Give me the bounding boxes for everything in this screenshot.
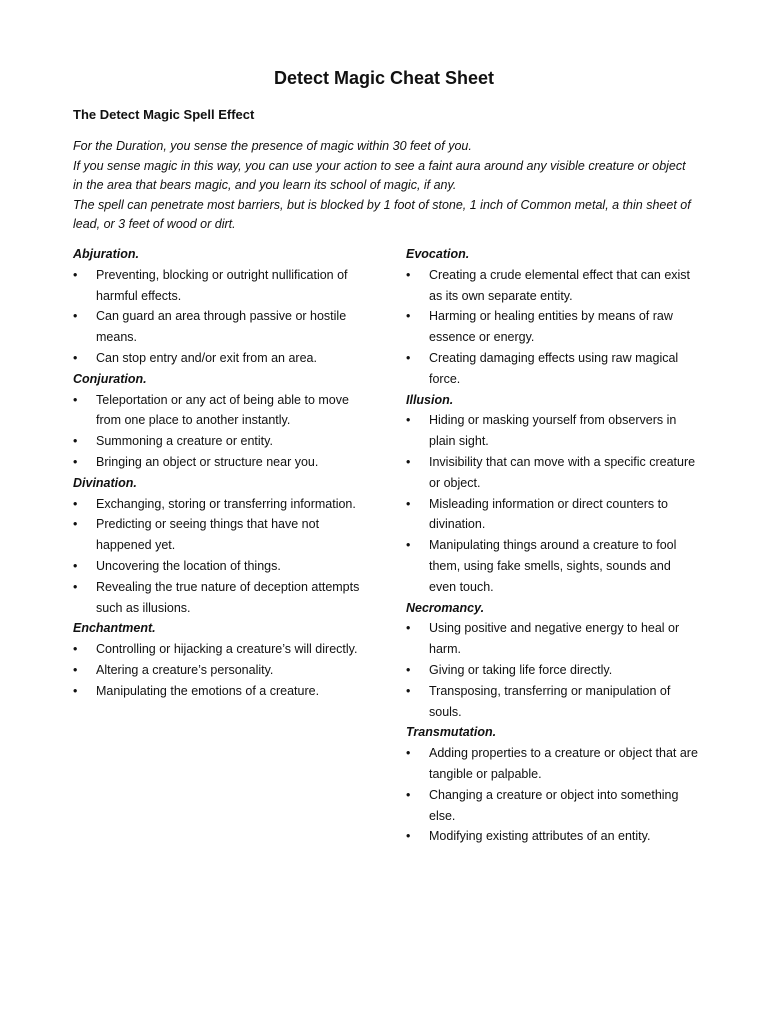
list-item: • Changing a creature or object into something else. — [406, 785, 701, 827]
list-item: • Using positive and negative energy to heal or harm. — [406, 618, 701, 660]
list-item: • Manipulating things around a creature to fool them, using fake smells, sights, sounds and even touch. — [406, 535, 701, 597]
effect-list — [406, 743, 701, 847]
school-section — [406, 722, 701, 847]
school-section — [73, 244, 363, 369]
school-section — [406, 244, 701, 390]
school-section — [73, 618, 363, 701]
right-column — [406, 244, 701, 847]
list-item: • Bringing an object or structure near you. — [73, 452, 363, 473]
section-heading: The Detect Magic Spell Effect — [73, 107, 255, 122]
school-section — [73, 473, 363, 619]
list-item: • Revealing the true nature of deception attempts such as illusions. — [73, 577, 363, 619]
school-heading: Transmutation. — [406, 725, 497, 740]
list-item: • Can stop entry and/or exit from an area. — [73, 348, 363, 369]
effect-list — [73, 390, 363, 473]
effect-list — [73, 639, 363, 701]
list-item: • Misleading information or direct counters to divination. — [406, 494, 701, 536]
school-heading: Divination. — [73, 475, 137, 490]
list-item: • Transposing, transferring or manipulation of souls. — [406, 681, 701, 723]
school-heading: Abjuration. — [73, 247, 139, 261]
list-item: • Creating a crude elemental effect that can exist as its own separate entity. — [406, 265, 701, 307]
effect-list — [406, 410, 701, 597]
list-item: • Invisibility that can move with a specific creature or object. — [406, 452, 701, 494]
list-item: • Manipulating the emotions of a creature. — [73, 681, 363, 702]
list-item: • Uncovering the location of things. — [73, 556, 363, 577]
list-item: • Modifying existing attributes of an entity. — [406, 826, 701, 847]
list-item: • Altering a creature’s personality. — [73, 660, 363, 681]
intro-paragraph: The spell can penetrate most barriers, but is blocked by 1 foot of stone, 1 inch of Common metal, a thin sheet of lead, or 3 feet of wood or dirt. — [73, 197, 691, 231]
school-heading: Evocation. — [406, 247, 470, 261]
list-item: • Giving or taking life force directly. — [406, 660, 701, 681]
intro-paragraph: For the Duration, you sense the presence of magic within 30 feet of you. — [73, 139, 472, 153]
list-item: • Hiding or masking yourself from observers in plain sight. — [406, 410, 701, 452]
left-column — [73, 244, 363, 702]
intro-paragraph: If you sense magic in this way, you can use your action to see a faint aura around any visible creature or object in the area that bears magic, and you learn its school of magic, if any. — [73, 158, 686, 192]
list-item: • Harming or healing entities by means of raw essence or energy. — [406, 306, 701, 348]
list-item: • Preventing, blocking or outright nullification of harmful effects. — [73, 265, 363, 307]
list-item: • Adding properties to a creature or object that are tangible or palpable. — [406, 743, 701, 785]
list-item: • Predicting or seeing things that have not happened yet. — [73, 514, 363, 556]
effect-list — [73, 265, 363, 369]
school-section — [406, 390, 701, 598]
page-title: Detect Magic Cheat Sheet — [273, 68, 495, 88]
list-item: • Exchanging, storing or transferring information. — [73, 494, 363, 515]
effect-list — [406, 618, 701, 722]
list-item: • Can guard an area through passive or hostile means. — [73, 306, 363, 348]
list-item: • Summoning a creature or entity. — [73, 431, 363, 452]
school-heading: Necromancy. — [406, 600, 485, 615]
list-item: • Creating damaging effects using raw magical force. — [406, 348, 701, 390]
effect-list — [406, 265, 701, 390]
school-heading: Illusion. — [406, 392, 454, 407]
school-heading: Conjuration. — [73, 371, 147, 386]
effect-list — [73, 494, 363, 619]
intro-text — [73, 137, 698, 235]
list-item: • Teleportation or any act of being able to move from one place to another instantly. — [73, 390, 363, 432]
list-item: • Controlling or hijacking a creature’s will directly. — [73, 639, 363, 660]
school-heading: Enchantment. — [73, 621, 156, 636]
school-section — [73, 369, 363, 473]
school-section — [406, 598, 701, 723]
